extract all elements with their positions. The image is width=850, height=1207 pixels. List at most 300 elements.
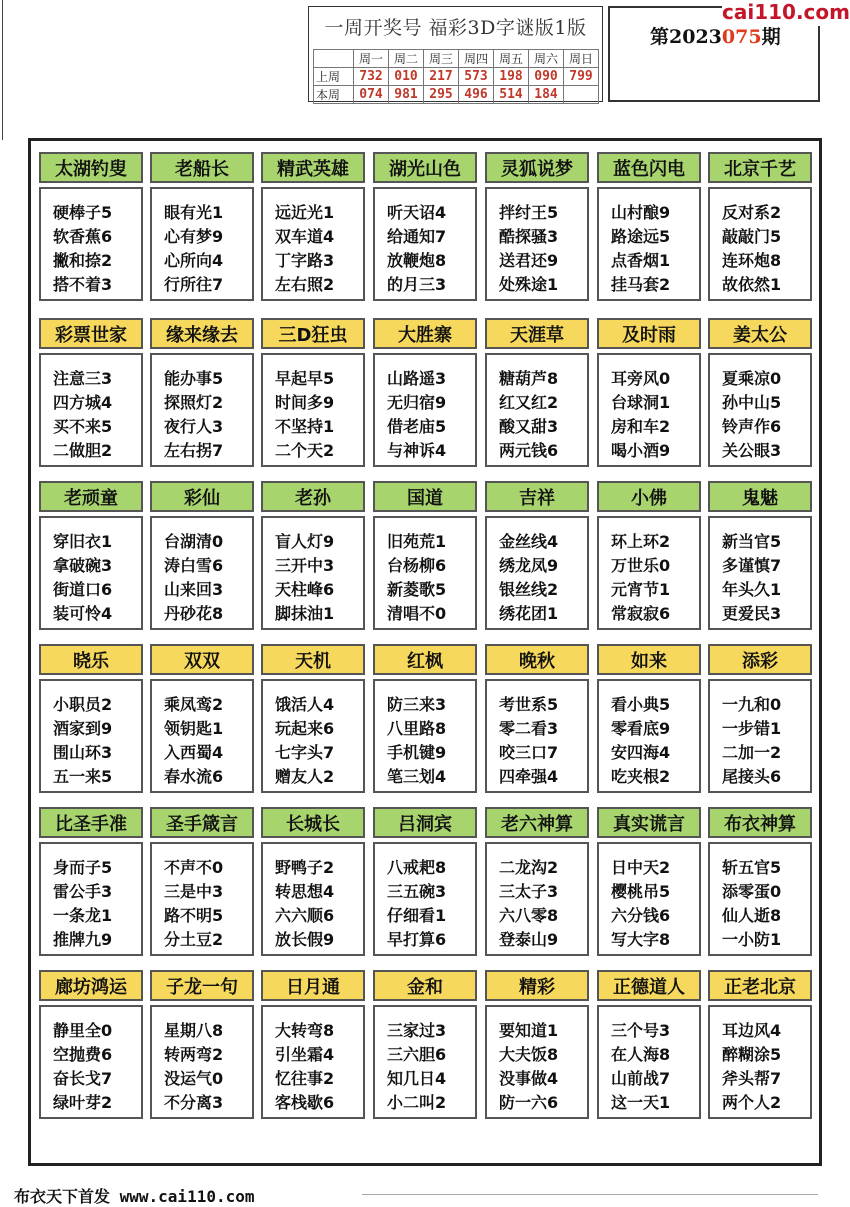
- riddle-line: 防三来3: [387, 695, 447, 714]
- riddle-line: 三是中3: [164, 882, 224, 901]
- riddle-line: 安四海4: [611, 743, 671, 762]
- riddle-line: 撇和捺2: [53, 251, 113, 270]
- riddle-cell: [39, 318, 143, 467]
- riddle-line: 夏乘凉0: [722, 369, 782, 388]
- riddle-body: [261, 516, 365, 630]
- riddle-author: 子龙一句: [150, 970, 254, 1001]
- riddle-line: 与神诉4: [387, 441, 447, 460]
- riddle-author: 长城长: [261, 807, 365, 838]
- riddle-author: 正德道人: [597, 970, 701, 1001]
- weekday-header-row: [314, 50, 599, 68]
- riddle-line: 盲人灯9: [275, 532, 335, 551]
- riddle-body: [39, 187, 143, 301]
- riddle-line: 山村酿9: [611, 203, 671, 222]
- riddle-cell: [261, 481, 365, 630]
- riddle-line: 客栈歇6: [275, 1093, 335, 1112]
- riddle-line: 远近光1: [275, 203, 335, 222]
- riddle-line: 三家过3: [387, 1021, 447, 1040]
- riddle-cell: [597, 807, 701, 956]
- riddle-body: [485, 516, 589, 630]
- riddle-body: [150, 187, 254, 301]
- riddle-body: [597, 842, 701, 956]
- riddle-line: 日中天2: [611, 858, 671, 877]
- riddle-body: [373, 187, 477, 301]
- riddle-line: 星期八8: [164, 1021, 224, 1040]
- riddle-line: 转思想4: [275, 882, 335, 901]
- riddle-line: 耳旁风0: [611, 369, 671, 388]
- riddle-cell: [39, 481, 143, 630]
- riddle-line: 反对系2: [722, 203, 782, 222]
- draw-number: 198: [494, 68, 529, 86]
- riddle-line: 野鸭子2: [275, 858, 335, 877]
- riddle-line: 新菱歌5: [387, 580, 447, 599]
- draw-number: 074: [354, 86, 389, 104]
- riddle-line: 能办事5: [164, 369, 224, 388]
- riddle-line: 身而子5: [53, 858, 113, 877]
- riddle-cell: [150, 481, 254, 630]
- riddle-line: 不坚持1: [275, 417, 335, 436]
- riddle-line: 斧头帮7: [722, 1069, 782, 1088]
- issue-number: 第2023075期: [650, 26, 781, 48]
- riddle-line: 关公眼3: [722, 441, 782, 460]
- riddle-author: 及时雨: [597, 318, 701, 349]
- riddle-cell: [597, 318, 701, 467]
- riddle-author: 吉祥: [485, 481, 589, 512]
- riddle-author: 晚秋: [485, 644, 589, 675]
- riddle-line: 丹砂花8: [164, 604, 224, 623]
- riddle-line: 两个人2: [722, 1093, 782, 1112]
- riddle-line: 乘凤鸾2: [164, 695, 224, 714]
- riddle-line: 早打算6: [387, 930, 447, 949]
- riddle-body: [708, 516, 812, 630]
- riddle-line: 台杨柳6: [387, 556, 447, 575]
- riddle-author: 太湖钓叟: [39, 152, 143, 183]
- riddle-line: 一九和0: [722, 695, 782, 714]
- riddle-line: 穿旧衣1: [53, 532, 113, 551]
- riddle-line: 看小典5: [611, 695, 671, 714]
- riddle-line: 旧苑荒1: [387, 532, 447, 551]
- riddle-line: 赠友人2: [275, 767, 335, 786]
- riddle-cell: [261, 318, 365, 467]
- riddle-body: [150, 842, 254, 956]
- riddle-line: 挂马套2: [611, 275, 671, 294]
- riddle-cell: [39, 644, 143, 793]
- riddle-line: 两元钱6: [499, 441, 559, 460]
- riddle-body: [597, 516, 701, 630]
- issue-number-highlight: 075: [721, 26, 762, 48]
- riddle-cell: [485, 481, 589, 630]
- this-week-label: 本周: [314, 86, 354, 104]
- riddle-line: 不分离3: [164, 1093, 224, 1112]
- riddle-cell: [39, 152, 143, 301]
- riddle-line: 搭不着3: [53, 275, 113, 294]
- riddle-author: 晓乐: [39, 644, 143, 675]
- riddle-author: 鬼魅: [708, 481, 812, 512]
- riddle-line: 二个天2: [275, 441, 335, 460]
- riddle-line: 空抛费6: [53, 1045, 113, 1064]
- riddle-line: 吃夹根2: [611, 767, 671, 786]
- riddle-line: 四牵强4: [499, 767, 559, 786]
- riddle-line: 三太子3: [499, 882, 559, 901]
- riddle-line: 酸又甜3: [499, 417, 559, 436]
- riddle-cell: [708, 644, 812, 793]
- riddle-line: 天柱峰6: [275, 580, 335, 599]
- riddle-line: 心有梦9: [164, 227, 224, 246]
- riddle-body: [39, 516, 143, 630]
- riddle-author: 彩票世家: [39, 318, 143, 349]
- riddle-author: 布衣神算: [708, 807, 812, 838]
- riddle-cell: [261, 644, 365, 793]
- riddle-line: 登泰山9: [499, 930, 559, 949]
- riddle-body: [39, 353, 143, 467]
- riddle-line: 拿破碗3: [53, 556, 113, 575]
- riddle-author: 红枫: [373, 644, 477, 675]
- riddle-cell: [373, 644, 477, 793]
- day-label: 周一: [354, 50, 389, 68]
- riddle-author: 添彩: [708, 644, 812, 675]
- riddle-body: [373, 842, 477, 956]
- riddle-line: 多谨慎7: [722, 556, 782, 575]
- riddle-body: [150, 353, 254, 467]
- riddle-line: 六六顺6: [275, 906, 335, 925]
- riddle-cell: [485, 807, 589, 956]
- riddle-line: 给通知7: [387, 227, 447, 246]
- riddle-cell: [485, 152, 589, 301]
- riddle-grid: [28, 138, 822, 1166]
- riddle-line: 二龙沟2: [499, 858, 559, 877]
- riddle-body: [708, 187, 812, 301]
- riddle-line: 行所往7: [164, 275, 224, 294]
- riddle-body: [39, 679, 143, 793]
- riddle-body: [708, 1005, 812, 1119]
- riddle-line: 丁字路3: [275, 251, 335, 270]
- riddle-cell: [485, 318, 589, 467]
- riddle-author: 北京千艺: [708, 152, 812, 183]
- riddle-line: 孙中山5: [722, 393, 782, 412]
- riddle-author: 如来: [597, 644, 701, 675]
- riddle-line: 三六胆6: [387, 1045, 447, 1064]
- riddle-body: [485, 1005, 589, 1119]
- riddle-body: [373, 679, 477, 793]
- riddle-line: 买不来5: [53, 417, 113, 436]
- riddle-line: 四方城4: [53, 393, 113, 412]
- riddle-line: 八戒耙8: [387, 858, 447, 877]
- riddle-line: 眼有光1: [164, 203, 224, 222]
- riddle-line: 这一天1: [611, 1093, 671, 1112]
- riddle-line: 二做胆2: [53, 441, 113, 460]
- riddle-body: [708, 842, 812, 956]
- riddle-line: 醉糊涂5: [722, 1045, 782, 1064]
- riddle-line: 放鞭炮8: [387, 251, 447, 270]
- riddle-line: 硬棒子5: [53, 203, 113, 222]
- riddle-line: 连环炮8: [722, 251, 782, 270]
- riddle-line: 放长假9: [275, 930, 335, 949]
- riddle-line: 忆往事2: [275, 1069, 335, 1088]
- day-label: 周六: [529, 50, 564, 68]
- riddle-body: [485, 842, 589, 956]
- riddle-author: 老六神算: [485, 807, 589, 838]
- riddle-line: 转两弯2: [164, 1045, 224, 1064]
- riddle-line: 夜行人3: [164, 417, 224, 436]
- riddle-line: 糖葫芦8: [499, 369, 559, 388]
- riddle-line: 奋长戈7: [53, 1069, 113, 1088]
- riddle-line: 斩五官5: [722, 858, 782, 877]
- riddle-line: 引坐霜4: [275, 1045, 335, 1064]
- riddle-author: 精武英雄: [261, 152, 365, 183]
- riddle-line: 没运气0: [164, 1069, 224, 1088]
- riddle-line: 绣龙凤9: [499, 556, 559, 575]
- riddle-cell: [373, 481, 477, 630]
- weekly-results-title: 一周开奖号 福彩3D字谜版1版: [324, 17, 587, 39]
- riddle-line: 尾接头6: [722, 767, 782, 786]
- draw-number: 090: [529, 68, 564, 86]
- day-label: 周四: [459, 50, 494, 68]
- riddle-line: 心所向4: [164, 251, 224, 270]
- riddle-line: 雷公手3: [53, 882, 113, 901]
- riddle-cell: [708, 481, 812, 630]
- riddle-line: 绣花团1: [499, 604, 559, 623]
- riddle-line: 考世系5: [499, 695, 559, 714]
- draw-number: 514: [494, 86, 529, 104]
- riddle-body: [261, 187, 365, 301]
- riddle-line: 饿活人4: [275, 695, 335, 714]
- riddle-body: [261, 842, 365, 956]
- riddle-line: 玩起来6: [275, 719, 335, 738]
- riddle-line: 写大字8: [611, 930, 671, 949]
- footer-divider: [362, 1194, 818, 1195]
- site-logo[interactable]: cai110.com: [722, 0, 850, 24]
- riddle-line: 拌纣王5: [499, 203, 559, 222]
- riddle-line: 领钥匙1: [164, 719, 224, 738]
- riddle-author: 小佛: [597, 481, 701, 512]
- riddle-line: 小二叫2: [387, 1093, 447, 1112]
- riddle-body: [150, 679, 254, 793]
- riddle-cell: [261, 152, 365, 301]
- riddle-author: 圣手箴言: [150, 807, 254, 838]
- riddle-author: 比圣手准: [39, 807, 143, 838]
- riddle-line: 山前战7: [611, 1069, 671, 1088]
- riddle-cell: [597, 644, 701, 793]
- riddle-cell: [373, 970, 477, 1119]
- riddle-cell: [150, 152, 254, 301]
- riddle-line: 脚抹油1: [275, 604, 335, 623]
- riddle-line: 推牌九9: [53, 930, 113, 949]
- riddle-line: 仙人逝8: [722, 906, 782, 925]
- riddle-line: 的月三3: [387, 275, 447, 294]
- riddle-line: 金丝线4: [499, 532, 559, 551]
- draw-number: 295: [424, 86, 459, 104]
- riddle-cell: [485, 644, 589, 793]
- riddle-body: [373, 516, 477, 630]
- riddle-author: 灵狐说梦: [485, 152, 589, 183]
- riddle-body: [373, 353, 477, 467]
- riddle-body: [150, 516, 254, 630]
- riddle-body: [373, 1005, 477, 1119]
- riddle-line: 二加一2: [722, 743, 782, 762]
- riddle-line: 山路遥3: [387, 369, 447, 388]
- riddle-author: 老顽童: [39, 481, 143, 512]
- riddle-line: 在人海8: [611, 1045, 671, 1064]
- riddle-author: 老孙: [261, 481, 365, 512]
- riddle-cell: [597, 481, 701, 630]
- last-week-label: 上周: [314, 68, 354, 86]
- riddle-line: 绿叶芽2: [53, 1093, 113, 1112]
- riddle-line: 六八零8: [499, 906, 559, 925]
- riddle-line: 要知道1: [499, 1021, 559, 1040]
- riddle-cell: [150, 807, 254, 956]
- riddle-line: 手机键9: [387, 743, 447, 762]
- riddle-line: 台球洞1: [611, 393, 671, 412]
- day-label: 周二: [389, 50, 424, 68]
- riddle-line: 涛白雪6: [164, 556, 224, 575]
- riddle-line: 零看底9: [611, 719, 671, 738]
- day-label: 周日: [564, 50, 599, 68]
- riddle-line: 大夫饭8: [499, 1045, 559, 1064]
- riddle-line: 分土豆2: [164, 930, 224, 949]
- riddle-line: 春水流6: [164, 767, 224, 786]
- riddle-line: 酒家到9: [53, 719, 113, 738]
- riddle-line: 环上环2: [611, 532, 671, 551]
- riddle-body: [39, 842, 143, 956]
- riddle-line: 八里路8: [387, 719, 447, 738]
- riddle-line: 听天诏4: [387, 203, 447, 222]
- riddle-line: 防一六6: [499, 1093, 559, 1112]
- riddle-author: 天涯草: [485, 318, 589, 349]
- draw-number: 217: [424, 68, 459, 86]
- riddle-author: 双双: [150, 644, 254, 675]
- riddle-author: 缘来缘去: [150, 318, 254, 349]
- draw-number: 184: [529, 86, 564, 104]
- riddle-line: 入西蜀4: [164, 743, 224, 762]
- riddle-line: 元宵节1: [611, 580, 671, 599]
- riddle-line: 敲敲门5: [722, 227, 782, 246]
- riddle-author: 湖光山色: [373, 152, 477, 183]
- riddle-line: 路途远5: [611, 227, 671, 246]
- riddle-author: 日月通: [261, 970, 365, 1001]
- riddle-line: 小职员2: [53, 695, 113, 714]
- riddle-cell: [597, 970, 701, 1119]
- riddle-author: 真实谎言: [597, 807, 701, 838]
- riddle-line: 银丝线2: [499, 580, 559, 599]
- riddle-line: 时间多9: [275, 393, 335, 412]
- riddle-cell: [261, 970, 365, 1119]
- riddle-line: 无归宿9: [387, 393, 447, 412]
- riddle-line: 左右拐7: [164, 441, 224, 460]
- riddle-line: 三个号3: [611, 1021, 671, 1040]
- riddle-line: 三开中3: [275, 556, 335, 575]
- riddle-cell: [708, 970, 812, 1119]
- riddle-line: 六分钱6: [611, 906, 671, 925]
- draw-number: 732: [354, 68, 389, 86]
- riddle-line: 一步错1: [722, 719, 782, 738]
- riddle-line: 七字头7: [275, 743, 335, 762]
- riddle-cell: [373, 152, 477, 301]
- weekly-results-panel: [308, 6, 603, 102]
- riddle-line: 喝小酒9: [611, 441, 671, 460]
- riddle-line: 街道口6: [53, 580, 113, 599]
- riddle-author: 廊坊鸿运: [39, 970, 143, 1001]
- riddle-line: 仔细看1: [387, 906, 447, 925]
- riddle-line: 左右照2: [275, 275, 335, 294]
- riddle-line: 添零蛋0: [722, 882, 782, 901]
- riddle-line: 大转弯8: [275, 1021, 335, 1040]
- riddle-line: 三五碗3: [387, 882, 447, 901]
- riddle-body: [708, 353, 812, 467]
- riddle-line: 铃声作6: [722, 417, 782, 436]
- riddle-line: 零二看3: [499, 719, 559, 738]
- riddle-line: 常寂寂6: [611, 604, 671, 623]
- riddle-body: [485, 187, 589, 301]
- riddle-line: 探照灯2: [164, 393, 224, 412]
- riddle-body: [485, 353, 589, 467]
- riddle-body: [39, 1005, 143, 1119]
- this-week-row: [314, 86, 599, 104]
- riddle-body: [597, 187, 701, 301]
- riddle-author: 三D狂虫: [261, 318, 365, 349]
- riddle-line: 一小防1: [722, 930, 782, 949]
- riddle-cell: [373, 807, 477, 956]
- riddle-cell: [150, 644, 254, 793]
- riddle-line: 路不明5: [164, 906, 224, 925]
- riddle-line: 双车道4: [275, 227, 335, 246]
- day-label: 周五: [494, 50, 529, 68]
- riddle-line: 故依然1: [722, 275, 782, 294]
- riddle-author: 吕洞宾: [373, 807, 477, 838]
- riddle-author: 精彩: [485, 970, 589, 1001]
- riddle-line: 笔三划4: [387, 767, 447, 786]
- riddle-cell: [708, 152, 812, 301]
- draw-number: 981: [389, 86, 424, 104]
- riddle-line: 樱桃吊5: [611, 882, 671, 901]
- riddle-line: 清唱不0: [387, 604, 447, 623]
- riddle-line: 房和车2: [611, 417, 671, 436]
- riddle-line: 年头久1: [722, 580, 782, 599]
- riddle-cell: [597, 152, 701, 301]
- riddle-cell: [150, 318, 254, 467]
- footer-source: 布衣天下首发 www.cai110.com: [14, 1187, 255, 1206]
- draw-number: [564, 86, 599, 104]
- draw-number: 799: [564, 68, 599, 86]
- riddle-cell: [39, 807, 143, 956]
- riddle-line: 围山环3: [53, 743, 113, 762]
- riddle-line: 五一来5: [53, 767, 113, 786]
- riddle-body: [485, 679, 589, 793]
- riddle-body: [597, 679, 701, 793]
- riddle-line: 新当官5: [722, 532, 782, 551]
- draw-number: 496: [459, 86, 494, 104]
- riddle-author: 彩仙: [150, 481, 254, 512]
- riddle-author: 老船长: [150, 152, 254, 183]
- riddle-cell: [39, 970, 143, 1119]
- riddle-line: 红又红2: [499, 393, 559, 412]
- riddle-line: 台湖清0: [164, 532, 224, 551]
- riddle-body: [597, 353, 701, 467]
- riddle-body: [261, 1005, 365, 1119]
- riddle-line: 送君还9: [499, 251, 559, 270]
- riddle-line: 早起早5: [275, 369, 335, 388]
- riddle-cell: [485, 970, 589, 1119]
- draw-number: 010: [389, 68, 424, 86]
- riddle-cell: [708, 807, 812, 956]
- riddle-line: 注意三3: [53, 369, 113, 388]
- riddle-line: 山来回3: [164, 580, 224, 599]
- riddle-author: 大胜寨: [373, 318, 477, 349]
- riddle-line: 一条龙1: [53, 906, 113, 925]
- riddle-author: 蓝色闪电: [597, 152, 701, 183]
- riddle-line: 万世乐0: [611, 556, 671, 575]
- draw-number: 573: [459, 68, 494, 86]
- riddle-line: 没事做4: [499, 1069, 559, 1088]
